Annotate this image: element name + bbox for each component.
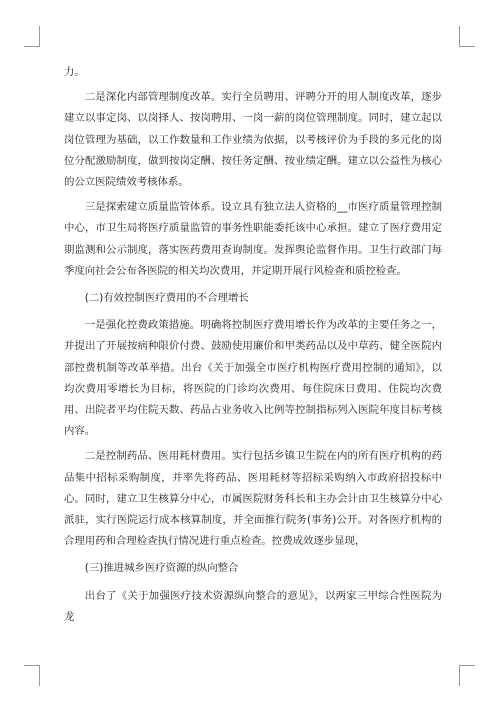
paragraph-drug-cost: 二是控制药品、医用耗材费用。实行包括乡镇卫生院在内的所有医疗机构的药品集中招标采购制度，并率先将药品、医用耗材等招标采购纳入市政府招投标中心。同时，建立卫生核算分中心，市属医院财务科长和主办会计由卫生核算分中心派驻，实行医院运行成本核算制度，并全面推行院务(事务)公开。对各医疗机构的合理用药和合理检查执行情况进行重点检查。控费成效逐步显现， <box>64 450 442 548</box>
paragraph-quality-supervision: 三是探索建立质量监管体系。设立具有独立法人资格的__市医疗质量管理控制中心，市卫生局将医疗质量监管的事务性职能委托该中心承担。建立了医疗费用定期监测和公示制度，落实医药费用查询制度。发挥舆论监督作用。卫生行政部门每季度向社会公布各医院的相关均次费用，并定期开展行风检查和质控检查。 <box>64 201 442 277</box>
section-heading-resource-integration: (三)推进城乡医疗资源的纵向整合 <box>84 562 239 575</box>
crop-mark-bottom-left <box>24 665 40 686</box>
crop-mark-top-right <box>459 26 475 47</box>
document-body <box>64 62 442 628</box>
crop-mark-top-left <box>24 26 40 47</box>
paragraph-integration-opinion: 出台了《关于加强医疗技术资源纵向整合的意见》，以两家三甲综合性医院为龙 <box>64 589 442 623</box>
paragraph-cost-policy: 一是强化控费政策措施。明确将控制医疗费用增长作为改革的主要任务之一，并提出了开展按病种限价付费、鼓励使用廉价和甲类药品以及中草药、健全医院内部控费机制等改革举措。出台《关于加强全市医疗机构医疗费用控制的通知》，以均次费用零增长为目标，将医院的门诊均次费用、每住院床日费用、住院均次费用、出院者平均住院天数、药品占业务收入比例等控制指标列入医院年度目标考核内容。 <box>64 319 442 438</box>
crop-mark-bottom-right <box>459 665 475 686</box>
paragraph-continuation: 力。 <box>64 66 85 78</box>
section-heading-cost-control: (二)有效控制医疗费用的不合理增长 <box>84 292 249 305</box>
paragraph-management-reform: 二是深化内部管理制度改革。实行全员聘用、评聘分开的用人制度改革，逐步建立以事定岗、以岗择人、按岗聘用、一岗一薪的岗位管理制度。同时，建立起以岗位管理为基础，以工作数量和工作业绩为依据，以考核评价为手段的多元化的岗位分配激励制度，做到按岗定酬、按任务定酬、按业绩定酬。建立以公益性为核心的公立医院绩效考核体系。 <box>64 91 442 189</box>
